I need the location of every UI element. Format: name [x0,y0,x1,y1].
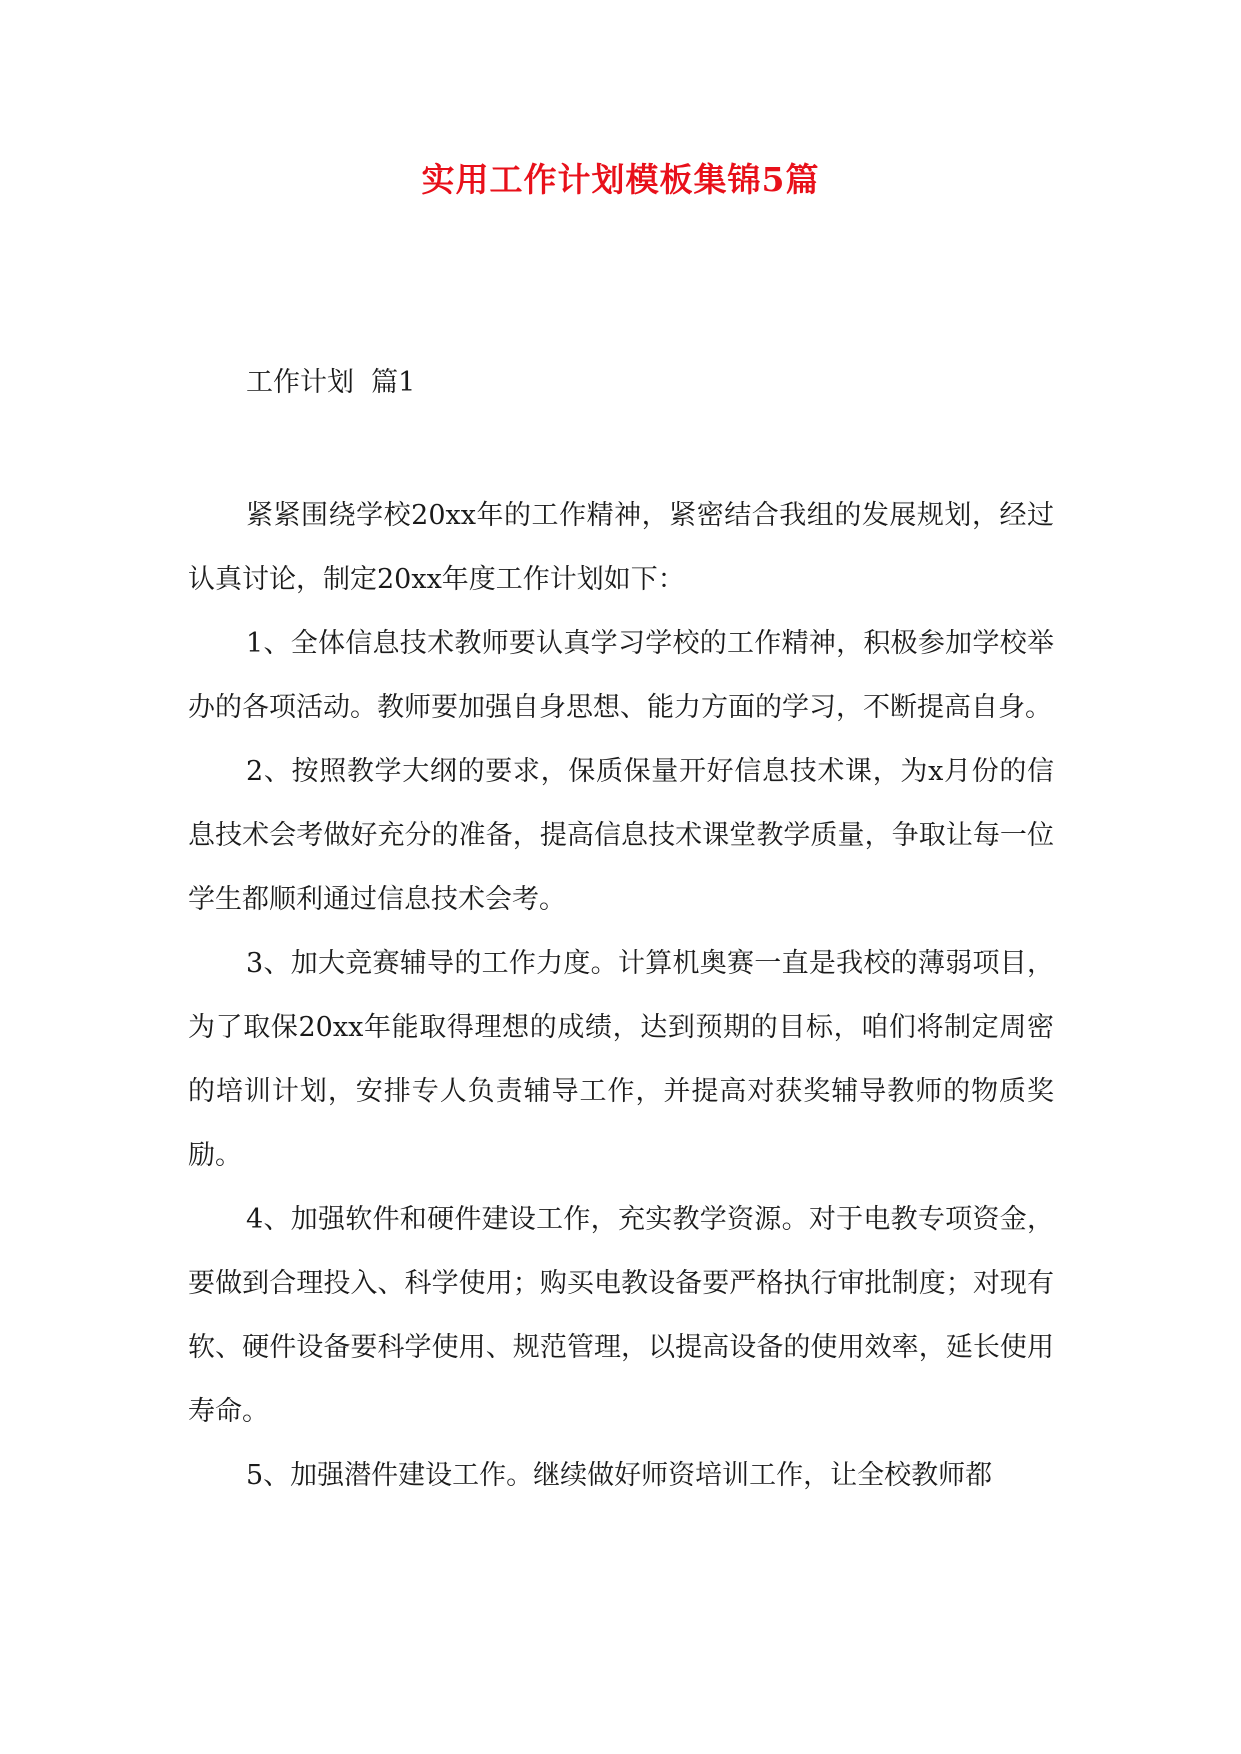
paragraph-intro: 紧紧围绕学校20xx年的工作精神，紧密结合我组的发展规划，经过认真讨论，制定20xx年度工作计划如下： [188,500,1054,595]
paragraph-item-1: 1、全体信息技术教师要认真学习学校的工作精神，积极参加学校举办的各项活动。教师要加强自身思想、能力方面的学习，不断提高自身。 [188,628,1054,723]
document-title: 实用工作计划模板集锦5篇 [421,160,820,199]
paragraph-item-5: 5、加强潜件建设工作。继续做好师资培训工作，让全校教师都 [246,1460,993,1491]
document-body [188,484,1054,1508]
paragraph-item-3: 3、加大竞赛辅导的工作力度。计算机奥赛一直是我校的薄弱项目，为了取保20xx年能取得理想的成绩，达到预期的目标，咱们将制定周密的培训计划，安排专人负责辅导工作，并提高对获奖辅导教师的物质奖励。 [188,948,1054,1171]
paragraph-item-2: 2、按照教学大纲的要求，保质保量开好信息技术课，为x月份的信息技术会考做好充分的准备，提高信息技术课堂教学质量，争取让每一位学生都顺利通过信息技术会考。 [188,756,1054,915]
paragraph-item-4: 4、加强软件和硬件建设工作，充实教学资源。对于电教专项资金，要做到合理投入、科学使用；购买电教设备要严格执行审批制度；对现有软、硬件设备要科学使用、规范管理，以提高设备的使用效率，延长使用寿命。 [188,1204,1054,1427]
section-heading: 工作计划 篇1 [246,367,416,398]
